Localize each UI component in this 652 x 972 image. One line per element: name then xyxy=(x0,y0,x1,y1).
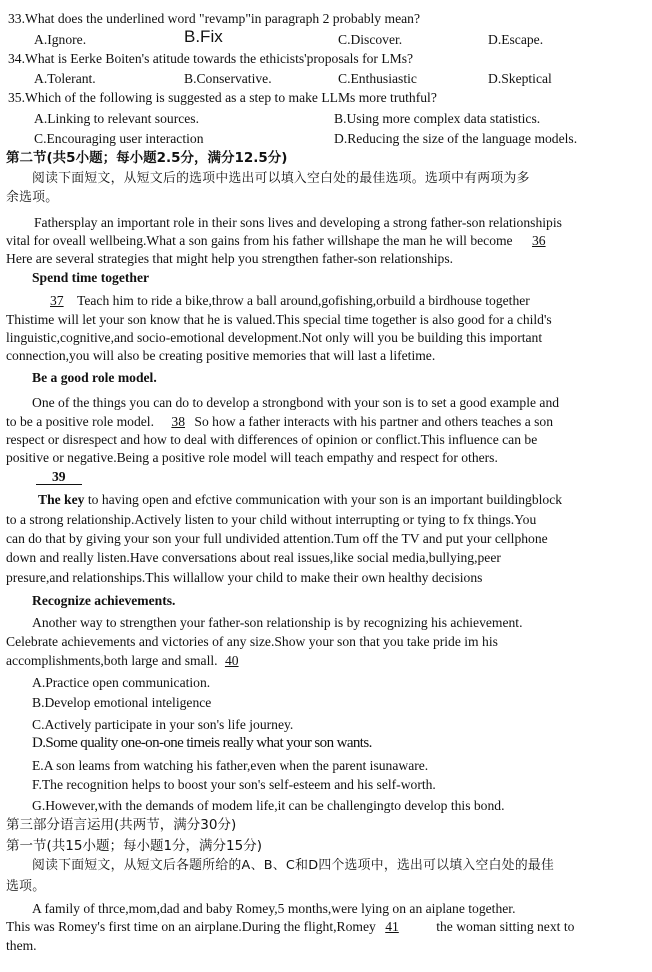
blank-39-underline xyxy=(36,484,82,485)
option-e: E.A son leams from watching his father,even when the parent isunaware. xyxy=(32,758,429,773)
heading-spend-time-together: Spend time together xyxy=(32,270,150,285)
blank-40: 40 xyxy=(224,653,239,668)
paragraph-3-line1: The key to having open and efctive communication with your son is an important buildingblock xyxy=(38,492,563,507)
blank-37: 37 xyxy=(50,293,64,308)
paragraph-3-line2: to a strong relationship.Actively listen to your child without interrupting or tying to fx things.You xyxy=(6,512,537,527)
part-3-subsection-title: 第一节(共15小题；每小题1分，满分15分) xyxy=(6,838,262,854)
question-35-option-d: D.Reducing the size of the language models. xyxy=(334,131,578,146)
question-34-option-a: A.Tolerant. xyxy=(34,71,96,86)
paragraph-4-line1: Another way to strengthen your father-son relationship is by recognizing his achievement. xyxy=(32,615,523,630)
part-3-title: 第三部分语言运用(共两节，满分30分) xyxy=(6,817,237,833)
paragraph-3-line4: down and really listen.Have conversations about real issues,like social media,bullying,peer xyxy=(6,550,501,565)
option-g: G.However,with the demands of modem life,it can be challengingto develop this bond. xyxy=(32,798,505,813)
heading-be-a-good-role-model: Be a good role model. xyxy=(32,370,157,385)
part-3-instructions-line2: 选项。 xyxy=(6,879,46,894)
question-33-option-d: D.Escape. xyxy=(488,32,544,47)
question-34-option-c: C.Enthusiastic xyxy=(338,71,417,86)
paragraph-1-line2: Thistime will let your son know that he is valued.This special time together is also good for a child's xyxy=(6,312,552,327)
passage-2-line3: them. xyxy=(6,938,37,953)
passage-2-line2: This was Romey's first time on an airplane.During the flight,Romey 41 the woman sitting next to xyxy=(6,919,575,934)
section-2-instructions-line2: 余选项。 xyxy=(6,190,59,205)
passage-2-line1: A family of thrce,mom,dad and baby Romey,5 months,were lying on an aiplane together. xyxy=(32,901,516,916)
option-b: B.Develop emotional inteligence xyxy=(32,695,212,710)
paragraph-2-line2: to be a positive role model. 38 So how a father interacts with his partner and others teaches a son xyxy=(6,414,554,429)
passage-intro-line1: Fathersplay an important role in their sons lives and developing a strong father-son relationshipis xyxy=(34,215,562,230)
blank-36: 36 xyxy=(532,233,546,248)
section-2-instructions-line1: 阅读下面短文，从短文后的选项中选出可以填入空白处的最佳选项。选项中有两项为多 xyxy=(32,171,530,186)
blank-41: 41 xyxy=(385,919,399,934)
paragraph-2-line4: positive or negative.Being a positive role model will teach empathy and respect for others. xyxy=(6,450,498,465)
blank-39: 39 xyxy=(52,469,66,484)
paragraph-2-line3: respect or disrespect and how to deal with differences of opinion or conflict.This influence can be xyxy=(6,432,538,447)
part-3-instructions-line1: 阅读下面短文，从短文后各题所给的A、B、C和D四个选项中，选出可以填入空白处的最佳 xyxy=(32,858,555,873)
question-34-option-d: D.Skeptical xyxy=(488,71,552,86)
question-35-option-b: B.Using more complex data statistics. xyxy=(334,111,541,126)
question-34-option-b: B.Conservative. xyxy=(184,71,272,86)
blank-38: 38 xyxy=(171,414,185,429)
question-35-option-a: A.Linking to relevant sources. xyxy=(34,111,199,126)
paragraph-3-line5: presure,and relationships.This willallow your child to make their own healthy decisions xyxy=(6,570,483,585)
option-c: C.Actively participate in your son's life journey. xyxy=(32,717,294,732)
paragraph-1-line3: linguistic,cognitive,and socio-emotional development.Not only will you be building this important xyxy=(6,330,543,345)
paragraph-1-line1: 37 Teach him to ride a bike,throw a ball around,gofishing,orbuild a birdhouse together xyxy=(50,293,530,308)
question-33-stem: 33.What does the underlined word "revamp"in paragraph 2 probably mean? xyxy=(8,11,420,26)
paragraph-4-line2: Celebrate achievements and victories of any size.Show your son that you take pride im his xyxy=(6,634,498,649)
question-33-option-c: C.Discover. xyxy=(338,32,403,47)
paragraph-1-line4: connection,you will also be creating positive memories that will last a lifetime. xyxy=(6,348,436,363)
question-33-option-b: B.Fix xyxy=(184,27,223,46)
passage-intro-line2: vital for oveall wellbeing.What a son gains from his father willshape the man he will become 36 xyxy=(6,233,546,248)
heading-recognize-achievements: Recognize achievements. xyxy=(32,593,176,608)
paragraph-3-line3: can do that by giving your son your full undivided attention.Tum off the TV and put your cellphone xyxy=(6,531,548,546)
section-2-title: 第二节(共5小题；每小题2.5分，满分12.5分) xyxy=(6,150,288,166)
question-35-option-c: C.Encouraging user interaction xyxy=(34,131,204,146)
paragraph-2-line1: One of the things you can do to develop a strongbond with your son is to set a good example and xyxy=(32,395,560,410)
option-d: D.Some quality one-on-one timeis really what your son wants. xyxy=(32,735,372,751)
option-a: A.Practice open communication. xyxy=(32,675,211,690)
question-34-stem: 34.What is Eerke Boiten's atitude towards the ethicists'proposals for LMs? xyxy=(8,51,414,66)
option-f: F.The recognition helps to boost your son's self-esteem and his self-worth. xyxy=(32,777,436,792)
question-35-stem: 35.Which of the following is suggested as a step to make LLMs more truthful? xyxy=(8,90,437,105)
paragraph-4-line3: accomplishments,both large and small. 40 xyxy=(6,653,239,668)
question-33-option-a: A.Ignore. xyxy=(34,32,87,47)
passage-intro-line3: Here are several strategies that might help you strengthen father-son relationships. xyxy=(6,251,454,266)
